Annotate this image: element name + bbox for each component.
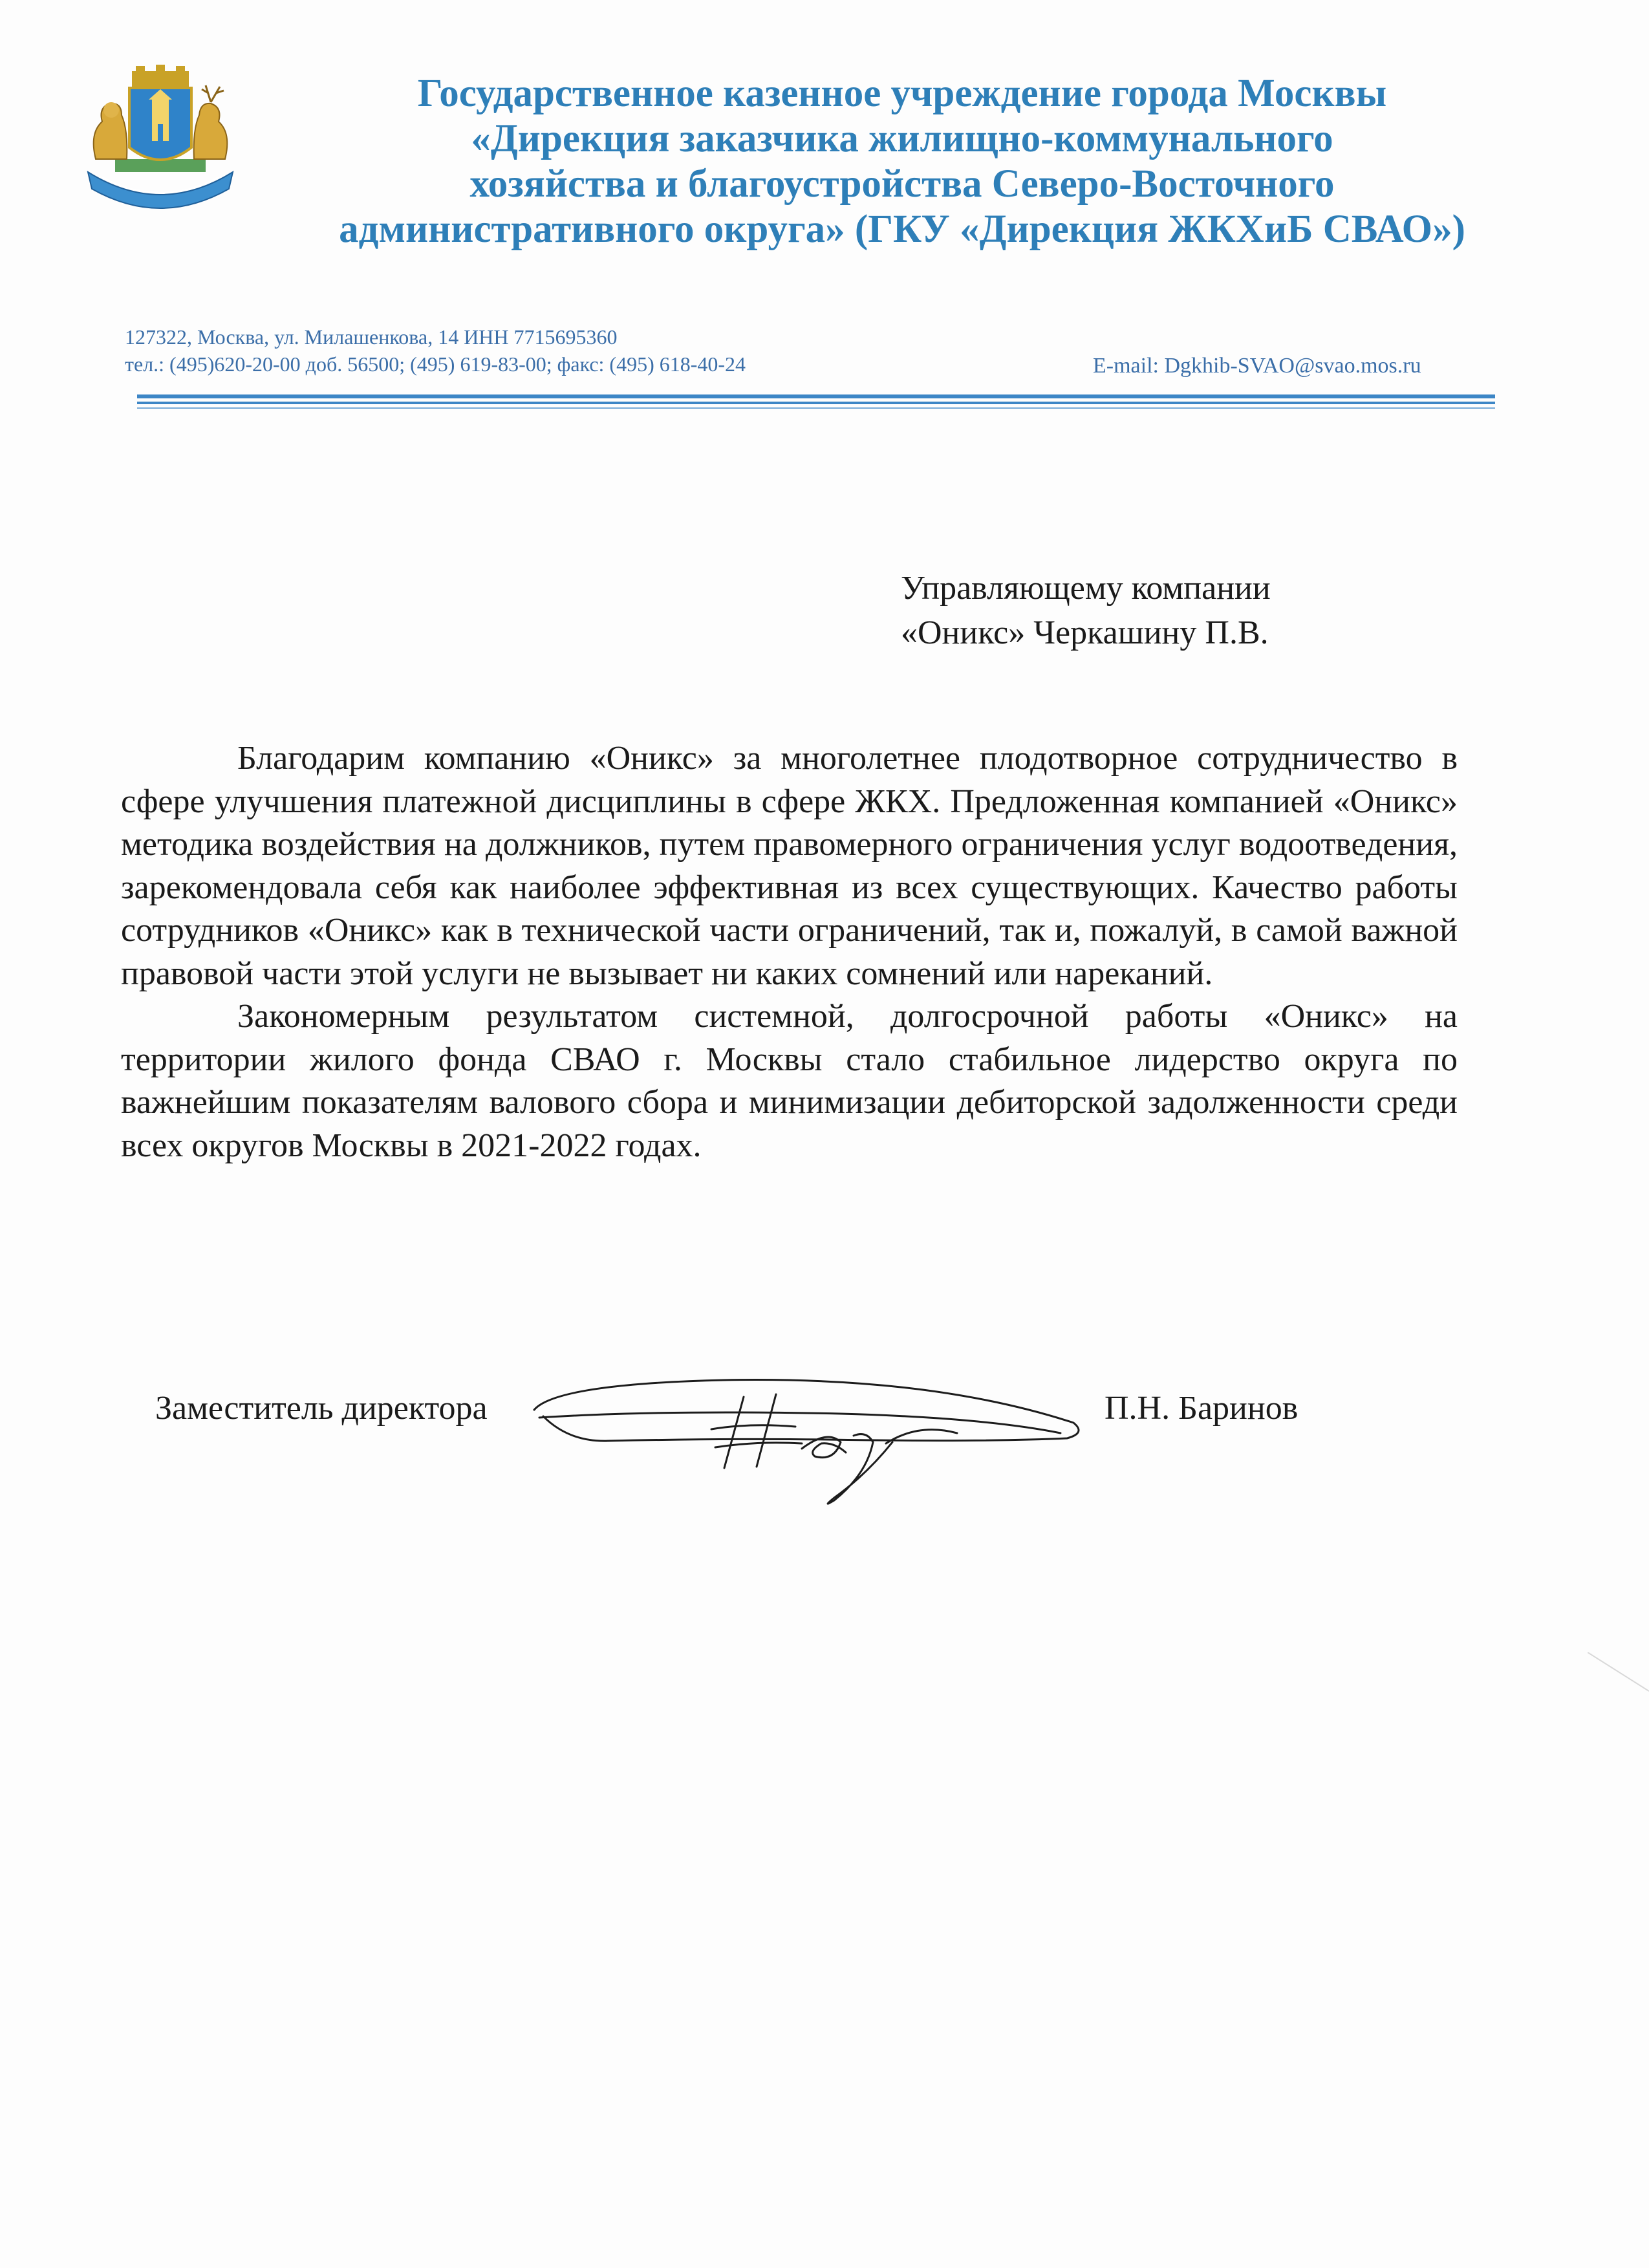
organization-title-line-1: Государственное казенное учреждение города Москвы: [417, 72, 1387, 115]
body-paragraph-1: Благодарим компанию «Оникс» за многолетнее плодотворное сотрудничество в сфере улучшения платежной дисциплины в сфере ЖКХ. Предложенная компанией «Оникс» методика воздействия на должников, путем правомерного ограничения услуг водоотведения, зарекомендовала себя как наиболее эффективная из всех существующих. Качество работы сотрудников «Оникс» как в технической части ограничений, так и, пожалуй, в самой важной правовой части этой услуги не вызывает ни каких сомнений или нареканий.: [121, 740, 1458, 992]
phone-line: тел.: (495)620-20-00 доб. 56500; (495) 619-83-00; факс: (495) 618-40-24: [125, 352, 746, 376]
contact-details: [125, 323, 746, 378]
signer-position: Заместитель директора: [155, 1390, 488, 1427]
handwritten-signature-icon: [530, 1371, 1099, 1513]
letter-body: [121, 737, 1458, 1167]
email-line: E-mail: Dgkhib-SVAO@svao.mos.ru: [1093, 354, 1421, 378]
organization-title-line-2: «Дирекция заказчика жилищно-коммунального: [471, 117, 1333, 160]
organization-title-line-3: хозяйства и благоустройства Северо-Восточного: [469, 162, 1335, 206]
body-paragraph-2: Закономерным результатом системной, долгосрочной работы «Оникс» на территории жилого фонда СВАО г. Москвы стало стабильное лидерство округа по важнейшим показателям валового сбора и минимизации дебиторской задолженности среди всех округов Москвы в 2021-2022 годах.: [121, 998, 1458, 1164]
signer-name: П.Н. Баринов: [1105, 1390, 1299, 1427]
district-coat-of-arms-icon: [76, 62, 244, 212]
letterhead-divider: [137, 407, 1495, 409]
scan-edge-mark: [1588, 1652, 1649, 1704]
addressee-block: [901, 566, 1271, 655]
organization-title-line-4: административного округа» (ГКУ «Дирекция ЖКХиБ СВАО»): [339, 208, 1465, 251]
organization-title: [272, 71, 1533, 252]
letterhead-divider: [137, 402, 1495, 404]
addressee-line-2: «Оникс» Черкашину П.В.: [901, 614, 1269, 651]
address-line: 127322, Москва, ул. Милашенкова, 14 ИНН 7715695360: [125, 325, 618, 349]
letterhead-divider: [137, 394, 1495, 398]
addressee-line-1: Управляющему компании: [901, 570, 1271, 607]
